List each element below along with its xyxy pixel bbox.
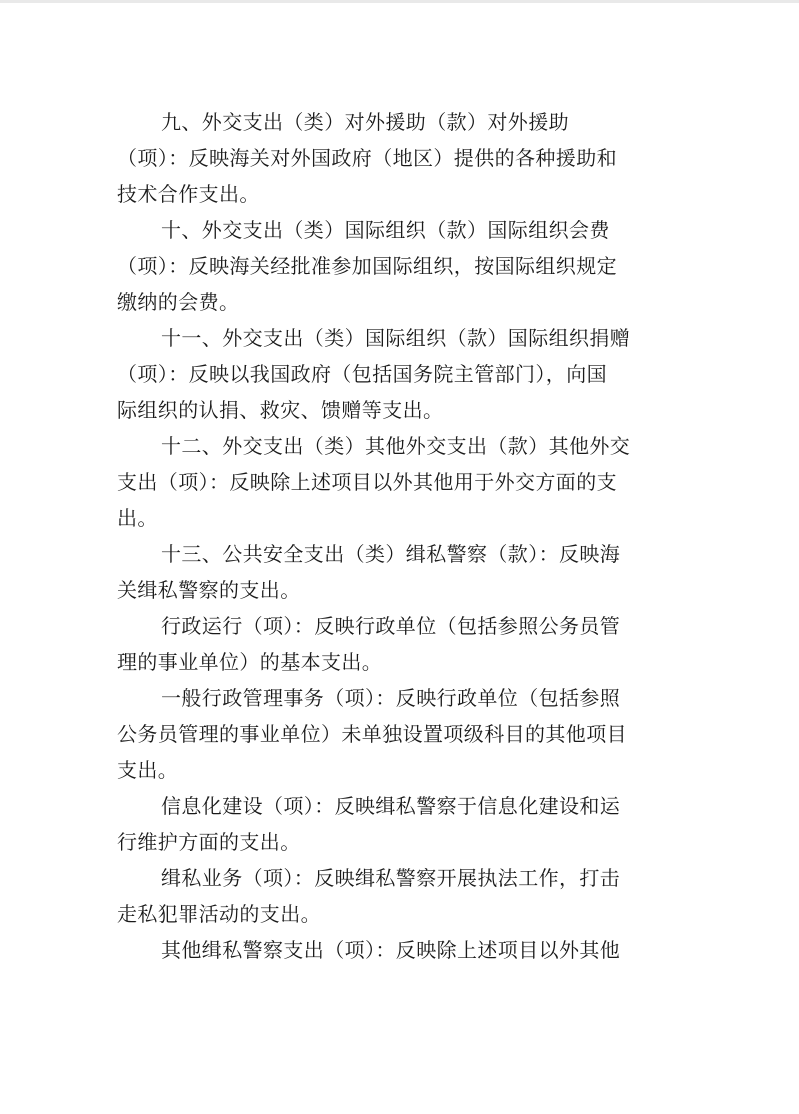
text-line: 行维护方面的支出。	[117, 830, 301, 854]
paragraph-other-police	[117, 932, 669, 968]
text-line: 关缉私警察的支出。	[117, 578, 301, 602]
text-line: （项）：反映以我国政府（包括国务院主管部门），向国	[117, 362, 607, 386]
text-line: 缉私业务（项）：反映缉私警察开展执法工作，打击	[161, 866, 621, 890]
text-line: 一般行政管理事务（项）：反映行政单位（包括参照	[161, 686, 621, 710]
text-line: 公务员管理的事业单位）未单独设置项级科目的其他项目	[117, 722, 627, 746]
paragraph-general-admin	[117, 680, 669, 788]
document-body	[117, 104, 669, 968]
page-top-edge	[0, 0, 799, 3]
paragraph-informatization	[117, 788, 669, 860]
text-line: （项）：反映海关经批准参加国际组织，按国际组织规定	[117, 254, 617, 278]
text-line: 支出（项）：反映除上述项目以外其他用于外交方面的支	[117, 470, 617, 494]
text-line: 十一、外交支出（类）国际组织（款）国际组织捐赠	[161, 326, 631, 350]
text-line: （项）：反映海关对外国政府（地区）提供的各种援助和	[117, 146, 617, 170]
text-line: 出。	[117, 506, 158, 530]
paragraph-11	[117, 320, 669, 428]
text-line: 十二、外交支出（类）其他外交支出（款）其他外交	[161, 434, 631, 458]
text-line: 行政运行（项）：反映行政单位（包括参照公务员管	[161, 614, 621, 638]
paragraph-9	[117, 104, 669, 212]
text-line: 九、外交支出（类）对外援助（款）对外援助	[161, 110, 569, 134]
paragraph-anti-smuggling	[117, 860, 669, 932]
paragraph-10	[117, 212, 669, 320]
text-line: 际组织的认捐、救灾、馈赠等支出。	[117, 398, 444, 422]
paragraph-13	[117, 536, 669, 608]
text-line: 信息化建设（项）：反映缉私警察于信息化建设和运	[161, 794, 621, 818]
text-line: 十、外交支出（类）国际组织（款）国际组织会费	[161, 218, 610, 242]
text-line: 理的事业单位）的基本支出。	[117, 650, 383, 674]
text-line: 走私犯罪活动的支出。	[117, 902, 321, 926]
paragraph-12	[117, 428, 669, 536]
text-line: 缴纳的会费。	[117, 290, 240, 314]
text-line: 其他缉私警察支出（项）：反映除上述项目以外其他	[161, 938, 621, 962]
paragraph-admin-operation	[117, 608, 669, 680]
text-line: 十三、公共安全支出（类）缉私警察（款）：反映海	[161, 542, 621, 566]
text-line: 支出。	[117, 758, 179, 782]
text-line: 技术合作支出。	[117, 182, 260, 206]
